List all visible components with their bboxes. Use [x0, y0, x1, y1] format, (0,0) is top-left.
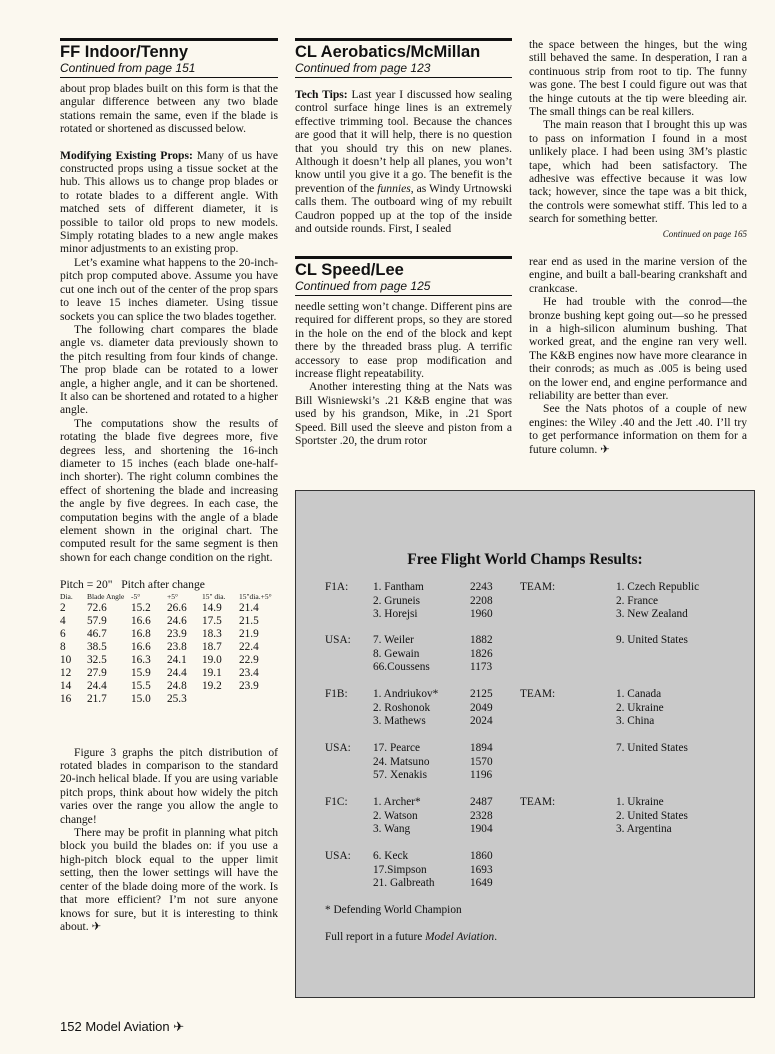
class-label: USA: — [325, 742, 351, 754]
team-label: TEAM: — [520, 796, 556, 808]
plane-end-icon: ✈ — [91, 919, 102, 933]
paragraph: needle setting won’t change. Different pins are required for different props, so they are stored in the hole on the end of the block and kept there by the threaded brass plug. A terrific accessory to ease prop modification and increase flight repeatability. — [295, 300, 512, 381]
class-label: USA: — [325, 850, 351, 862]
team-placing: 9. United States — [616, 634, 688, 646]
placing-names — [373, 796, 421, 837]
placing-names — [373, 742, 430, 783]
competitor-name: 2. Gruneis — [373, 594, 421, 607]
placing-names — [373, 634, 430, 675]
table-row — [60, 602, 278, 615]
table-header-cell: Dia. — [60, 591, 73, 601]
table-cell: 24.6 — [167, 614, 187, 627]
competitor-score: 1894 — [470, 742, 493, 754]
emphasis-text: funnies — [377, 181, 411, 195]
column-header-ff-indoor — [60, 38, 278, 78]
table-cell: 24.4 — [87, 679, 107, 692]
competitor-name: 8. Gewain — [373, 647, 420, 660]
paragraph-text: Last year I discussed how sealing control surface hinge lines is an extremely effective trimming tool. Because the chances are good that it will help, there is no question that you should try this on new planes. Although it doesn’t help all planes, you won’t know until you give it a go. The benefit is the prevention of the — [295, 88, 512, 195]
magazine-name: Model Aviation — [425, 931, 495, 943]
lead-in: Modifying Existing Props: — [60, 148, 193, 162]
placing-names — [373, 581, 424, 622]
lead-in: Tech Tips: — [295, 88, 348, 101]
competitor-score: 2208 — [470, 594, 493, 607]
paragraph: the space between the hinges, but the wing still behaved the same. In desperation, I ran a continuous strip from root to tip. The funny was gone. The best I could figure out was that the hinge cutouts at the tip were bleeding air. The small things can be real killers. — [529, 38, 747, 119]
team-label: TEAM: — [520, 688, 556, 700]
class-label: USA: — [325, 634, 351, 646]
competitor-name: 7. Weiler — [373, 634, 414, 646]
table-cell: 24.1 — [167, 653, 187, 666]
continued-note: Continued from page 151 — [60, 61, 196, 75]
placing-scores — [470, 850, 493, 891]
table-cell: 21.9 — [239, 627, 259, 640]
pitch-table-caption: Pitch = 20" Pitch after change — [60, 578, 205, 592]
plane-end-icon: ✈ — [600, 442, 610, 456]
competitor-score: 2024 — [470, 715, 493, 727]
results-title: Free Flight World Champs Results: — [407, 551, 643, 568]
table-cell: 15.2 — [131, 601, 151, 614]
continued-on-note: Continued on page 165 — [662, 228, 747, 239]
paragraph: Another interesting thing at the Nats was Bill Wisniewski’s .21 K&B engine that was used by his grandson, Mike, in .21 Sport Speed. Bill used the sleeve and piston from a Sportster .20, the drum rotor — [295, 380, 512, 448]
world-champs-results-box — [295, 490, 755, 998]
table-cell: 2 — [60, 601, 66, 614]
placing-names — [373, 688, 438, 729]
table-row — [60, 654, 278, 667]
table-cell: 4 — [60, 614, 66, 627]
table-cell: 14 — [60, 679, 72, 692]
competitor-score: 1960 — [470, 608, 493, 620]
column-header-cl-speed — [295, 256, 512, 296]
table-cell: 26.6 — [167, 601, 187, 614]
table-cell: 23.4 — [239, 666, 259, 679]
table-cell: 16 — [60, 692, 72, 705]
competitor-score: 1904 — [470, 823, 493, 835]
competitor-name: 1. Andriukov* — [373, 688, 439, 700]
continued-note: Continued from page 123 — [295, 61, 431, 75]
team-placing: 1. Canada — [616, 688, 662, 700]
table-cell: 23.9 — [167, 627, 187, 640]
table-cell: 38.5 — [87, 640, 107, 653]
paragraph — [60, 826, 278, 933]
page-footer — [60, 1019, 184, 1035]
team-placing: 3. Argentina — [616, 823, 672, 835]
aerobatics-column-continued — [529, 38, 747, 241]
team-placing: 2. France — [616, 594, 659, 607]
table-header-cell: Blade Angle — [87, 591, 125, 601]
competitor-name: 17.Simpson — [373, 863, 427, 876]
column-title: CL Aerobatics/McMillan — [295, 43, 481, 61]
table-header-cell: +5° — [167, 591, 178, 601]
placing-scores — [470, 634, 493, 675]
table-cell — [239, 693, 278, 706]
table-row — [60, 667, 278, 680]
table-cell: 15.0 — [131, 692, 151, 705]
continued-note: Continued from page 125 — [295, 279, 431, 293]
table-cell: 16.8 — [131, 627, 151, 640]
competitor-score: 1826 — [470, 647, 493, 660]
report-text: Full report in a future — [325, 931, 426, 943]
table-header-cell: 15"dia.+5° — [239, 591, 272, 601]
table-cell: 8 — [60, 640, 66, 653]
competitor-name: 21. Galbreath — [373, 877, 435, 889]
table-cell: 23.9 — [239, 679, 259, 692]
placing-scores — [470, 742, 493, 783]
paragraph — [529, 402, 747, 456]
speed-column-continued — [529, 255, 747, 456]
competitor-score: 1570 — [470, 755, 493, 768]
paragraph-text: There may be profit in planning what pitch block you build the blades on: if you use a high-pitch block equal to the upper limit setting, then the lower settings will have the center of the blade doing more of the work. Is that more efficient? I’m not sure anyone knows for sure, but it is interesting to think about. — [60, 826, 278, 933]
competitor-score: 1173 — [470, 661, 493, 673]
paragraph: The main reason that I brought this up was to pass on information I found in a most unlikely place. I had been using 3M’s plastic tape, which had been satisfactory. The adhesive was effective because it was low tack; however, since the tape was a bit thick, the controls were somewhat stiff. This led to a search for something better. — [529, 118, 747, 226]
column-header-cl-aerobatics — [295, 38, 512, 78]
table-cell: 21.7 — [87, 692, 107, 705]
placing-scores — [470, 796, 493, 837]
competitor-name: 17. Pearce — [373, 742, 421, 754]
paragraph: He had trouble with the conrod—the bronze bushing kept going out—so he pressed in a high-silicon aluminum bushing. That worked great, and the engine ran very well. The K&B engines now have more clearance in their conrods; as much as .005 is being used on the lower end, and engine performance and reliability are better than ever. — [529, 295, 747, 403]
placing-scores — [470, 688, 493, 729]
table-cell: 18.3 — [202, 627, 222, 640]
table-cell: 6 — [60, 627, 66, 640]
paragraph-text: Many of us have constructed props using a tissue socket at the hub. This allows us to change prop blades or to rotate blades to a different angle. With matched sets of different diameter, it is possible to tailor old props to new models. Simply rotating blades to a new angle makes minor adjustments to an existing prop. — [60, 148, 278, 256]
competitor-score: 2125 — [470, 688, 493, 700]
competitor-score: 1196 — [470, 769, 493, 781]
paragraph — [60, 149, 278, 256]
table-cell: 21.4 — [239, 601, 259, 614]
table-cell: 15.9 — [131, 666, 151, 679]
table-cell: 19.2 — [202, 679, 222, 692]
team-placing: 2. United States — [616, 809, 688, 822]
team-placing: 2. Ukraine — [616, 701, 664, 714]
competitor-name: 3. Wang — [373, 823, 411, 835]
paragraph — [295, 88, 512, 235]
paragraph: Figure 3 graphs the pitch distribution of rotated blades in comparison to the standard 20-inch helical blade. If you are using variable pitch props, think about how widely the pitch varies over the range you allow the angle to change! — [60, 745, 278, 826]
paragraph-text: , as Windy Urtnowski calls them. The outboard wing of my rebuilt Caudron popped up at the top of the inside and outside rounds. First, I sealed — [295, 181, 512, 236]
team-results — [616, 581, 699, 622]
competitor-name: 3. Horejsi — [373, 608, 418, 620]
left-column — [60, 38, 278, 933]
table-row — [60, 693, 278, 706]
table-cell: 23.8 — [167, 640, 187, 653]
team-results — [616, 742, 688, 756]
table-cell: 15.5 — [131, 679, 151, 692]
table-cell: 22.4 — [239, 640, 259, 653]
class-label: F1A: — [325, 581, 349, 593]
page-number: 152 — [60, 1019, 82, 1034]
class-label: F1C: — [325, 796, 348, 808]
full-report-note — [325, 931, 497, 945]
paragraph: about prop blades built on this form is that the angular difference between any two blade stations remain the same, even if the blade is rotated or shortened as discussed below. — [60, 82, 278, 136]
team-results — [616, 634, 688, 648]
competitor-score: 1649 — [470, 877, 493, 889]
competitor-score: 1693 — [470, 863, 493, 876]
table-cell: 27.9 — [87, 666, 107, 679]
team-placing: 3. China — [616, 715, 655, 727]
defending-champion-note: * Defending World Champion — [325, 904, 462, 916]
table-cell: 24.8 — [167, 679, 187, 692]
competitor-score: 1882 — [470, 634, 493, 646]
competitor-name: 2. Roshonok — [373, 701, 431, 714]
team-placing: 1. Ukraine — [616, 796, 664, 808]
competitor-name: 24. Matsuno — [373, 755, 430, 768]
competitor-name: 2. Watson — [373, 809, 418, 822]
table-cell: 72.6 — [87, 601, 107, 614]
plane-logo-icon: ✈ — [173, 1019, 185, 1034]
table-cell: 32.5 — [87, 653, 107, 666]
competitor-score: 2049 — [470, 701, 493, 714]
competitor-name: 3. Mathews — [373, 715, 426, 727]
table-cell: 10 — [60, 653, 72, 666]
table-cell: 46.7 — [87, 627, 107, 640]
competitor-name: 66.Coussens — [373, 661, 430, 673]
table-cell: 14.9 — [202, 601, 222, 614]
table-cell: 19.1 — [202, 666, 222, 679]
team-results — [616, 796, 688, 837]
paragraph: The following chart compares the blade angle vs. diameter data previously shown to the pitch resulting from four kinds of change. The prop blade can be rotated to a lower angle, a higher angle, and it can be shortened. It also can be shortened and rotated to a higher angle. — [60, 322, 278, 417]
column-title: CL Speed/Lee — [295, 261, 404, 279]
table-cell: 22.9 — [239, 653, 259, 666]
pitch-table — [60, 592, 278, 706]
table-row — [60, 680, 278, 693]
table-cell: 16.3 — [131, 653, 151, 666]
table-cell: 19.0 — [202, 653, 222, 666]
team-results — [616, 688, 664, 729]
magazine-title: Model Aviation — [85, 1019, 170, 1034]
team-placing: 7. United States — [616, 742, 688, 754]
competitor-name: 57. Xenakis — [373, 769, 427, 781]
competitor-name: 1. Archer* — [373, 796, 421, 808]
class-label: F1B: — [325, 688, 348, 700]
table-cell: 21.5 — [239, 614, 259, 627]
table-row — [60, 628, 278, 641]
table-cell: 25.3 — [167, 692, 187, 705]
paragraph: Let’s examine what happens to the 20-inch-pitch prop computed above. Assume you have cut one inch out of the center of the prop spars to leave 15 inches diameter. Using tissue sockets you can splice the two blades together. — [60, 255, 278, 323]
table-row — [60, 641, 278, 654]
placing-names — [373, 850, 434, 891]
table-cell: 18.7 — [202, 640, 222, 653]
column-title: FF Indoor/Tenny — [60, 43, 189, 61]
team-placing: 3. New Zealand — [616, 608, 688, 620]
competitor-score: 1860 — [470, 850, 493, 862]
competitor-name: 6. Keck — [373, 850, 409, 862]
table-cell: 57.9 — [87, 614, 107, 627]
paragraph: rear end as used in the marine version of the engine, and built a ball-bearing crankshaft and crankcase. — [529, 255, 747, 295]
table-cell: 12 — [60, 666, 72, 679]
aerobatics-column — [295, 38, 512, 235]
table-cell: 16.6 — [131, 640, 151, 653]
table-cell: 16.6 — [131, 614, 151, 627]
competitor-score: 2328 — [470, 809, 493, 822]
competitor-name: 1. Fantham — [373, 581, 424, 593]
table-cell: 17.5 — [202, 614, 222, 627]
team-label: TEAM: — [520, 581, 556, 593]
speed-column — [295, 256, 512, 447]
competitor-score: 2487 — [470, 796, 493, 808]
table-cell — [202, 693, 239, 706]
table-cell: 24.4 — [167, 666, 187, 679]
report-period: . — [494, 931, 498, 943]
placing-scores — [470, 581, 493, 622]
paragraph: The computations show the results of rotating the blade five degrees more, five degrees less, and shortening the 16-inch diameter to 15 inches (each blade one-half-inch shorter). The right column combines the effect of shortening the blade and increasing the angle by five degrees. In each case, the computation begins with the angle of a blade element shown in the original chart. The computed result for the same segment is then shown for each change condition on the right. — [60, 416, 278, 564]
paragraph-text: See the Nats photos of a couple of new engines: the Wiley .40 and the Jett .40. I’ll try to get performance information on them for a future column. — [529, 402, 747, 456]
team-placing: 1. Czech Republic — [616, 581, 700, 593]
table-row — [60, 615, 278, 628]
table-header-cell: 15" dia. — [202, 591, 226, 601]
table-header-cell: -5° — [131, 591, 141, 601]
competitor-score: 2243 — [470, 581, 493, 593]
